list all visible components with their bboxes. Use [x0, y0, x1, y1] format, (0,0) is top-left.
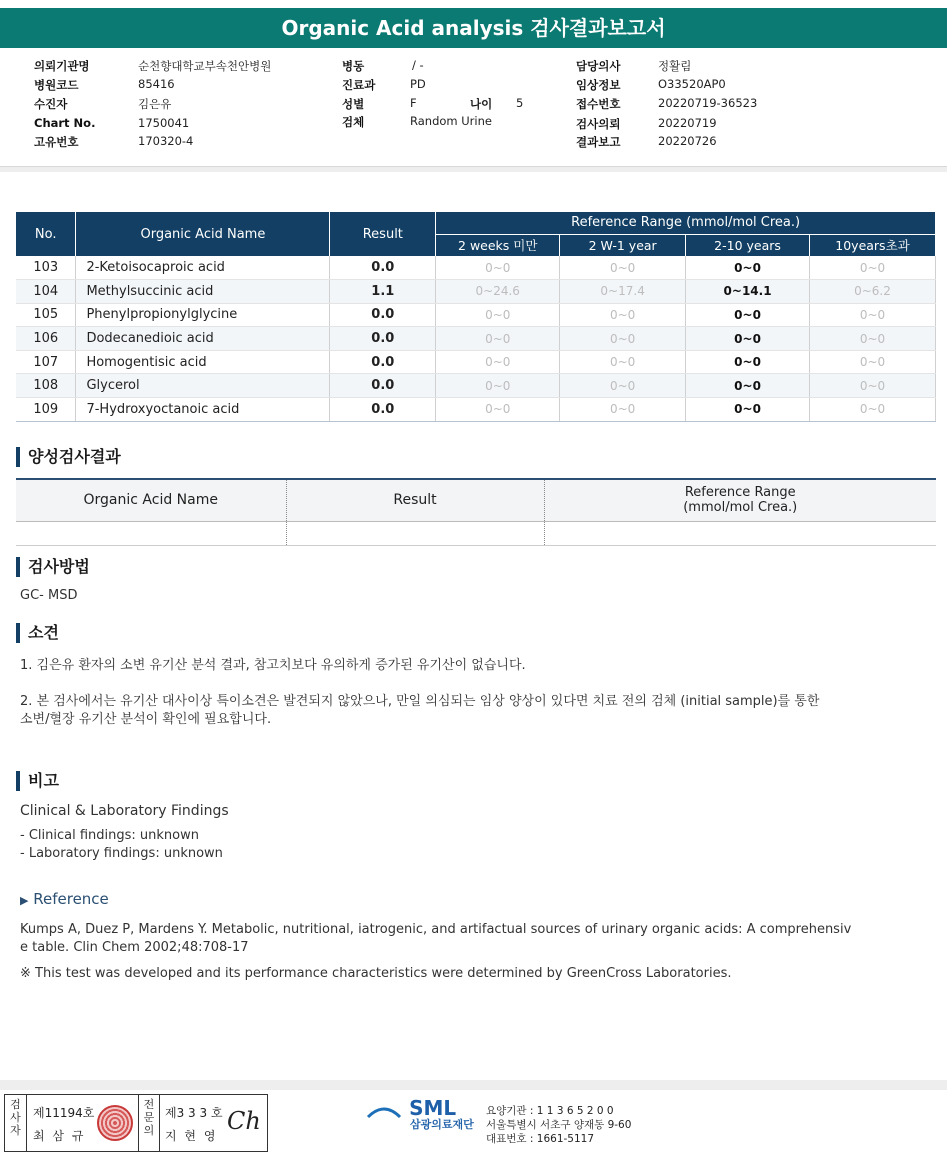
org-phone: 대표번호 : 1661-5117 — [486, 1133, 595, 1145]
seal-stamp-icon — [97, 1105, 133, 1141]
clinical-value: O33520AP0 — [658, 77, 726, 91]
row-no: 104 — [16, 280, 76, 304]
row-range-4: 0~0 — [810, 350, 936, 374]
table-row — [16, 303, 936, 327]
dept-value: PD — [410, 77, 426, 91]
table-row — [16, 521, 936, 545]
row-name: Dodecanedioic acid — [76, 327, 330, 351]
row-name: Methylsuccinic acid — [76, 280, 330, 304]
col-range-1: 2 weeks 미만 — [436, 234, 560, 256]
row-range-1: 0~0 — [436, 327, 560, 351]
footer-divider — [0, 1080, 947, 1090]
row-range-3: 0~0 — [686, 327, 810, 351]
row-name: Glycerol — [76, 374, 330, 398]
row-range-1: 0~0 — [436, 303, 560, 327]
specialist-name: 지 현 영 — [165, 1129, 218, 1143]
unique-value: 170320-4 — [138, 134, 194, 148]
reference-citation-a: Kumps A, Duez P, Mardens Y. Metabolic, nutritional, iatrogenic, and artifactual sources of urinary organic acids: A comprehensiv — [20, 922, 852, 937]
row-range-2: 0~0 — [560, 374, 686, 398]
pos-col-reference — [544, 479, 936, 521]
pos-col-result: Result — [286, 479, 544, 521]
examinee-value: 김은유 — [138, 97, 172, 111]
logo-org: 삼광의료재단 — [410, 1118, 474, 1131]
signature: Ch — [227, 1107, 261, 1135]
report-title: Organic Acid analysis 검사결과보고서 — [0, 8, 947, 48]
request-value: 20220719 — [658, 116, 717, 130]
chart-value: 1750041 — [138, 116, 190, 130]
row-result: 0.0 — [330, 374, 436, 398]
specimen-value: Random Urine — [410, 114, 492, 128]
examiner-no: 제11194호 — [33, 1106, 95, 1120]
doctor-value: 정활림 — [658, 59, 692, 73]
opinion-line-1: 1. 김은유 환자의 소변 유기산 분석 결과, 참고치보다 유의하게 증가된 유기산이 없습니다. — [20, 658, 526, 673]
row-name: 2-Ketoisocaproic acid — [76, 256, 330, 280]
row-name: 7-Hydroxyoctanoic acid — [76, 398, 330, 422]
row-range-1: 0~0 — [436, 374, 560, 398]
row-range-3: 0~0 — [686, 374, 810, 398]
row-result: 0.0 — [330, 327, 436, 351]
table-row — [16, 374, 936, 398]
specialist-no: 제3 3 3 호 — [165, 1106, 223, 1120]
reference-note: ※ This test was developed and its performance characteristics were determined by GreenCross Laboratories. — [20, 966, 732, 981]
pos-col-reference-line1: Reference Range — [684, 485, 796, 501]
method-section-title: 검사방법 — [16, 557, 90, 577]
pos-col-name: Organic Acid Name — [16, 479, 286, 521]
positive-table — [16, 478, 936, 546]
row-result: 1.1 — [330, 280, 436, 304]
logo-text: SML — [409, 1096, 457, 1120]
row-name: Phenylpropionylglycine — [76, 303, 330, 327]
row-no: 105 — [16, 303, 76, 327]
row-range-4: 0~0 — [810, 374, 936, 398]
results-table — [16, 212, 936, 422]
sml-logo — [364, 1096, 474, 1131]
row-result: 0.0 — [330, 398, 436, 422]
logo-arc-icon — [364, 1105, 404, 1119]
row-range-2: 0~0 — [560, 256, 686, 280]
row-name: Homogentisic acid — [76, 350, 330, 374]
org-info — [486, 1104, 631, 1146]
table-row — [16, 398, 936, 422]
row-range-2: 0~17.4 — [560, 280, 686, 304]
age-value: 5 — [516, 96, 524, 110]
ward-value: / - — [412, 58, 424, 72]
pos-col-reference-line2: (mmol/mol Crea.) — [683, 500, 798, 516]
remarks-laboratory: - Laboratory findings: unknown — [20, 846, 223, 861]
header-divider — [0, 166, 947, 172]
opinion-line-2b: 소변/혈장 유기산 분석이 확인에 필요합니다. — [20, 712, 272, 727]
receipt-label: 접수번호 — [576, 97, 621, 111]
examinee-label: 수진자 — [34, 97, 68, 111]
row-range-1: 0~24.6 — [436, 280, 560, 304]
row-range-3: 0~0 — [686, 350, 810, 374]
request-label: 검사의뢰 — [576, 117, 621, 131]
institution-label: 의뢰기관명 — [34, 59, 90, 73]
row-range-1: 0~0 — [436, 398, 560, 422]
row-range-2: 0~0 — [560, 303, 686, 327]
col-range-4: 10years초과 — [810, 234, 936, 256]
row-no: 103 — [16, 256, 76, 280]
sex-label: 성별 — [342, 97, 365, 111]
row-range-4: 0~0 — [810, 398, 936, 422]
row-no: 109 — [16, 398, 76, 422]
remarks-section-title: 비고 — [16, 771, 59, 791]
unique-label: 고유번호 — [34, 135, 79, 149]
row-range-4: 0~0 — [810, 256, 936, 280]
reference-title-text: Reference — [33, 890, 109, 908]
row-range-2: 0~0 — [560, 350, 686, 374]
org-address: 서울특별시 서초구 양재동 9-60 — [486, 1119, 632, 1131]
row-result: 0.0 — [330, 303, 436, 327]
row-range-1: 0~0 — [436, 256, 560, 280]
row-range-2: 0~0 — [560, 327, 686, 351]
method-text: GC- MSD — [20, 588, 78, 603]
doctor-label: 담당의사 — [576, 59, 621, 73]
col-no: No. — [16, 212, 76, 256]
row-range-3: 0~0 — [686, 303, 810, 327]
reference-citation-b: e table. Clin Chem 2002;48:708-17 — [20, 940, 249, 955]
opinion-line-2a: 2. 본 검사에서는 유기산 대사이상 특이소견은 발견되지 않았으나, 만일 의심되는 임상 양상이 있다면 치료 전의 검체 (initial sample)를 통한 — [20, 694, 820, 709]
col-range-3: 2-10 years — [686, 234, 810, 256]
row-result: 0.0 — [330, 350, 436, 374]
clinical-label: 임상정보 — [576, 78, 621, 92]
row-no: 107 — [16, 350, 76, 374]
col-result: Result — [330, 212, 436, 256]
col-name: Organic Acid Name — [76, 212, 330, 256]
chart-label: Chart No. — [34, 116, 96, 130]
row-no: 106 — [16, 327, 76, 351]
report-value: 20220726 — [658, 134, 717, 148]
examiner-label: 검사자 — [5, 1095, 27, 1151]
row-range-2: 0~0 — [560, 398, 686, 422]
row-range-1: 0~0 — [436, 350, 560, 374]
specimen-label: 검체 — [342, 115, 365, 129]
row-result: 0.0 — [330, 256, 436, 280]
hospital-code-value: 85416 — [138, 77, 175, 91]
report-label: 결과보고 — [576, 135, 621, 149]
row-range-4: 0~0 — [810, 303, 936, 327]
ward-label: 병동 — [342, 59, 365, 73]
positive-section-title: 양성검사결과 — [16, 447, 121, 467]
specialist-label: 전문의 — [138, 1095, 160, 1151]
sex-value: F — [410, 96, 417, 110]
row-no: 108 — [16, 374, 76, 398]
hospital-code-label: 병원코드 — [34, 78, 79, 92]
institution-value: 순천향대학교부속천안병원 — [138, 59, 272, 73]
row-range-4: 0~0 — [810, 327, 936, 351]
table-row — [16, 280, 936, 304]
col-reference: Reference Range (mmol/mol Crea.) — [436, 212, 936, 234]
age-label: 나이 — [470, 97, 493, 111]
examiner-name: 최 삼 규 — [33, 1129, 86, 1143]
triangle-bullet-icon: ▶ — [20, 894, 29, 907]
org-code: 요양기관 : 1 1 3 6 5 2 0 0 — [486, 1105, 614, 1117]
opinion-section-title: 소견 — [16, 623, 59, 643]
patient-info — [0, 56, 947, 166]
row-range-3: 0~0 — [686, 398, 810, 422]
remarks-clinical: - Clinical findings: unknown — [20, 828, 199, 843]
row-range-3: 0~0 — [686, 256, 810, 280]
row-range-3: 0~14.1 — [686, 280, 810, 304]
table-row — [16, 327, 936, 351]
dept-label: 진료과 — [342, 78, 376, 92]
receipt-value: 20220719-36523 — [658, 96, 758, 110]
row-range-4: 0~6.2 — [810, 280, 936, 304]
table-row — [16, 256, 936, 280]
col-range-2: 2 W-1 year — [560, 234, 686, 256]
remarks-heading: Clinical & Laboratory Findings — [20, 803, 229, 819]
reference-title — [20, 890, 109, 908]
table-row — [16, 350, 936, 374]
signature-box — [4, 1094, 268, 1152]
